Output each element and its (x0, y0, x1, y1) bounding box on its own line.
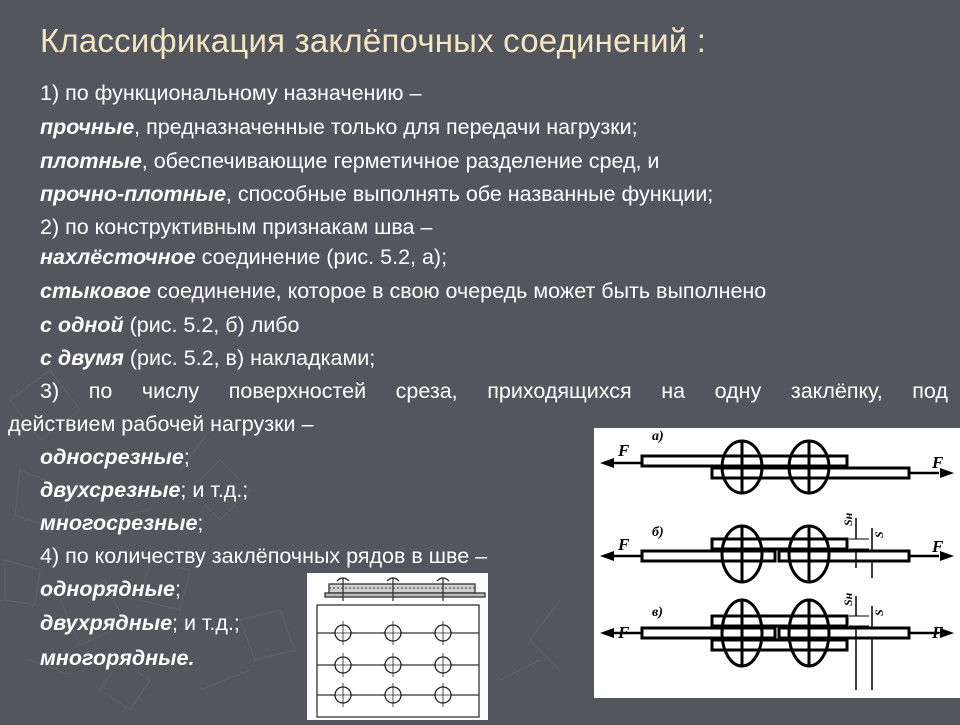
force-label: F (932, 453, 944, 472)
dim-s-label: S (872, 531, 886, 538)
text-line: 1) по функциональному назначению – (40, 81, 422, 105)
joint-schemes-drawing (594, 428, 960, 698)
term-bold: двухсрезные (40, 478, 181, 502)
text-line: действием рабочей нагрузки – (8, 412, 314, 436)
term-bold: стыковое (40, 279, 152, 303)
label-b: б) (652, 525, 664, 540)
text-segment: соединение, которое в свою очередь может быть выполнено (151, 279, 767, 303)
text-segment: (рис. 5.2, б) либо (123, 313, 300, 337)
text-segment: ; (174, 577, 181, 601)
text-segment: соединение (рис. 5.2, а); (195, 245, 448, 269)
text-line (40, 181, 713, 207)
text-line: 4) по количеству заклёпочных рядов в шве – (40, 544, 488, 568)
label-c: в) (652, 605, 663, 620)
text-line (40, 576, 181, 602)
word: числу (141, 379, 200, 403)
word: под (912, 379, 948, 403)
term-bold: плотные (40, 149, 142, 173)
joint-schemes-figure (594, 428, 960, 698)
text-line (40, 477, 248, 503)
text-segment: ; (183, 445, 190, 469)
force-label: F (618, 535, 630, 554)
text-line (40, 312, 300, 338)
term-bold: однорядные (40, 577, 175, 601)
text-segment: ; и т.д.; (172, 611, 240, 635)
word: 3) (40, 379, 60, 403)
rivet-plate-drawing (307, 573, 488, 720)
text-line (40, 510, 203, 536)
text-line (40, 278, 766, 304)
rivet-plate-figure (307, 573, 488, 720)
force-label: F (932, 537, 944, 556)
force-label: F (932, 623, 944, 642)
slide-title: Классификация заклёпочных соединений : (40, 22, 707, 59)
term-bold: многосрезные (40, 511, 198, 535)
term-bold: односрезные (40, 445, 184, 469)
text-segment: ; (197, 511, 204, 535)
text-segment: , способные выполнять обе названные функции; (225, 182, 714, 206)
term-bold: с одной (40, 313, 124, 337)
term-bold: прочные (40, 115, 135, 139)
text-line (40, 345, 375, 371)
text-line (40, 645, 194, 671)
text-line (40, 114, 638, 140)
term-bold: с двумя (40, 346, 124, 370)
term-bold: многорядные. (40, 646, 195, 670)
dim-sn-label: Sн (841, 512, 855, 526)
text-segment: , обеспечивающие герметичное разделение сред, и (141, 149, 660, 173)
scheme-a (600, 441, 954, 493)
dim-s-label: S (872, 609, 886, 616)
force-label: F (618, 441, 630, 460)
word: приходящихся (487, 379, 632, 403)
term-bold: нахлёсточное (40, 245, 196, 269)
dim-sn-label: Sн (841, 592, 855, 606)
word: одну (714, 379, 762, 403)
word: заклёпку, (790, 379, 883, 403)
text-line: 2) по конструктивным признакам шва – (40, 215, 433, 239)
force-label: F (618, 623, 630, 642)
term-bold: прочно-плотные (40, 182, 226, 206)
word: поверхностей (228, 379, 367, 403)
text-segment: ; и т.д.; (180, 478, 249, 502)
word: на (661, 379, 686, 403)
text-segment: (рис. 5.2, в) накладками; (123, 346, 376, 370)
text-line (40, 244, 447, 270)
label-a: а) (652, 429, 664, 444)
word: по (88, 379, 113, 403)
text-line (40, 148, 659, 174)
word: среза, (395, 379, 458, 403)
text-line-justified (40, 378, 948, 404)
text-line (40, 444, 190, 470)
text-line (40, 610, 240, 636)
term-bold: двухрядные (40, 611, 173, 635)
text-segment: , предназначенные только для передачи нагрузки; (134, 115, 638, 139)
